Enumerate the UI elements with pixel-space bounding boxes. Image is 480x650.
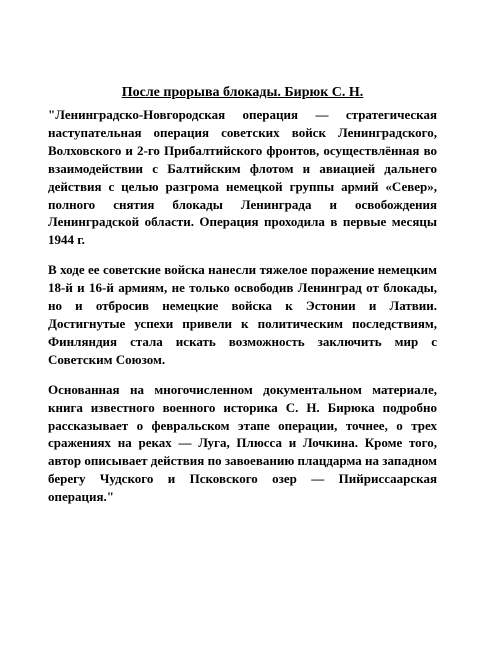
paragraph-3: Основанная на многочисленном документальном материале, книга известного военного историка С. Н. Бирюка подробно рассказывает о февральском этапе операции, точнее, о трех сражениях на реках — Луга, Плюсса и Лочкина. Кроме того, автор описывает действия по завоеванию плацдарма на западном берегу Чудского и Псковского озер — Пийриссаарская операция." [48,381,437,505]
paragraph-1: "Ленинградско-Новгородская операция — стратегическая наступательная операция советских войск Ленинградского, Волховского и 2-го Прибалтийского фронтов, осуществлённая во взаимодействии с Балтийским флотом и авиацией дальнего действия с целью разгрома немецкой группы армий «Север», полного снятия блокады Ленинграда и освобождения Ленинградской области. Операция проходила в первые месяцы 1944 г. [48,107,437,248]
document-page [48,84,437,506]
document-title: После прорыва блокады. Бирюк С. Н. [121,85,364,100]
paragraph-2: В ходе ее советские войска нанесли тяжелое поражение немецким 18-й и 16-й армиям, не только освободив Ленинград от блокады, но и отбросив немецкие войска к Эстонии и Латвии. Достигнутые успехи привели к политическим последствиям, Финляндия стала искать возможность заключить мир с Советским Союзом. [48,262,437,367]
